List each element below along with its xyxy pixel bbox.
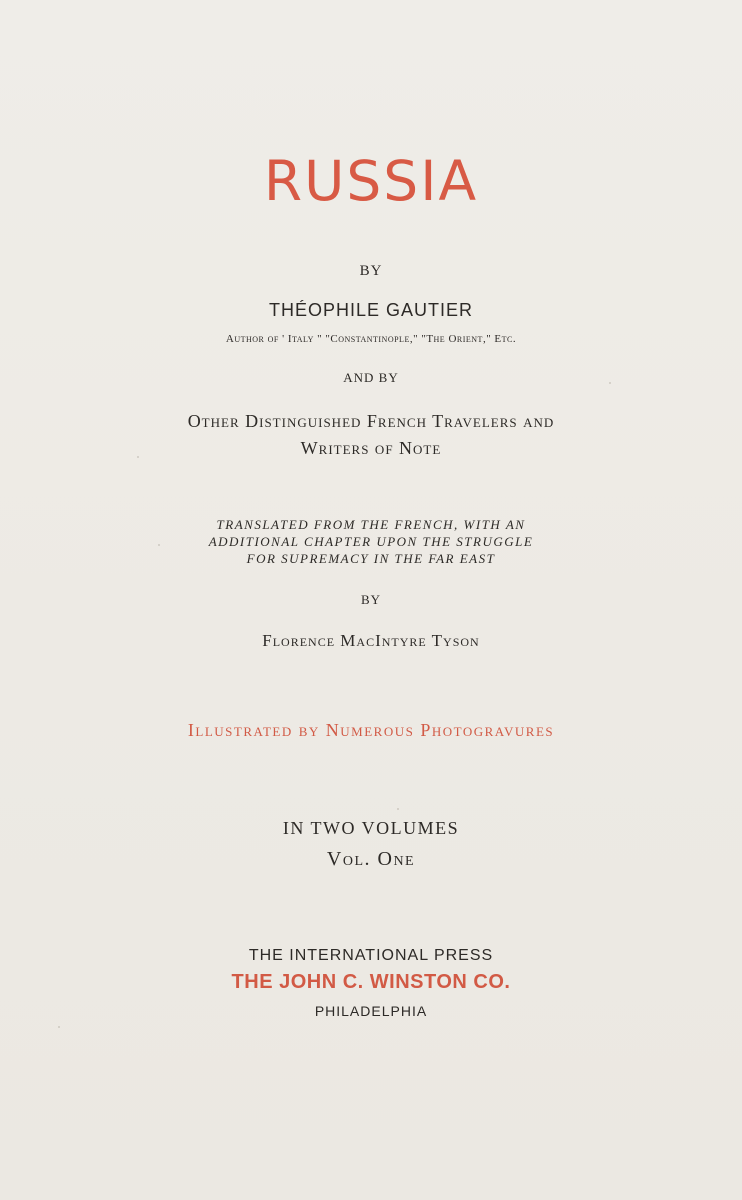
author-name: THÉOPHILE GAUTIER — [268, 300, 474, 320]
translation-note-line: TRANSLATED FROM THE FRENCH, WITH AN — [216, 517, 526, 532]
volume-number: Vol. One — [326, 848, 416, 870]
by-line-1: BY — [359, 263, 383, 279]
translation-note-line: FOR SUPREMACY IN THE FAR EAST — [246, 551, 496, 566]
speck — [397, 808, 399, 810]
other-authors-line: Other Distinguished French Travelers and — [187, 411, 555, 431]
publisher-name: THE JOHN C. WINSTON CO. — [231, 971, 511, 993]
by-line-2: BY — [360, 592, 382, 607]
other-authors — [0, 408, 742, 462]
and-by-line: AND BY — [343, 370, 399, 385]
press-name: THE INTERNATIONAL PRESS — [248, 947, 494, 964]
translator-name: Florence MacIntyre Tyson — [262, 631, 480, 650]
publisher-city: PHILADELPHIA — [314, 1003, 428, 1019]
volume-count: IN TWO VOLUMES — [282, 818, 460, 838]
translation-note — [0, 516, 742, 567]
author-works: Author of ' Italy " "Constantinople," "The Orient," Etc. — [225, 333, 517, 345]
book-title: RUSSIA — [263, 149, 479, 213]
illustration-note: Illustrated by Numerous Photogravures — [187, 720, 555, 740]
speck — [58, 1026, 60, 1028]
other-authors-line: Writers of Note — [300, 438, 442, 458]
translation-note-line: ADDITIONAL CHAPTER UPON THE STRUGGLE — [208, 534, 534, 549]
